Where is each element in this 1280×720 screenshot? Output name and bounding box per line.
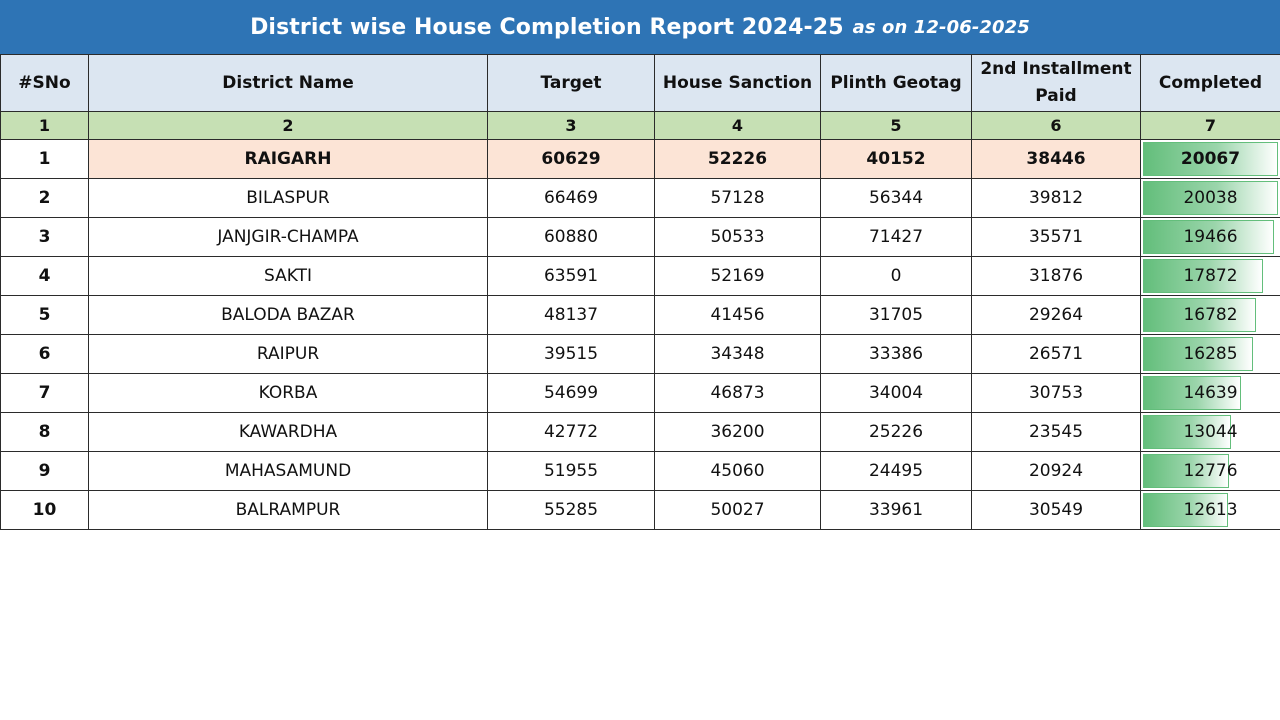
- completed-value: 13044: [1183, 422, 1238, 442]
- geotag-cell: 71427: [821, 218, 972, 257]
- installment-cell: 35571: [972, 218, 1141, 257]
- target-cell: 66469: [488, 179, 655, 218]
- geotag-cell: 24495: [821, 452, 972, 491]
- sno-header: #SNo: [1, 55, 89, 112]
- table-row: [1, 374, 1280, 413]
- target-cell: 42772: [488, 413, 655, 452]
- district-cell: BILASPUR: [89, 179, 488, 218]
- table-row: [1, 296, 1280, 335]
- geotag-cell: 33386: [821, 335, 972, 374]
- completed-value: 16782: [1183, 305, 1238, 325]
- completed-cell: [1141, 296, 1280, 335]
- completed-cell: [1141, 179, 1280, 218]
- installment-cell: 38446: [972, 140, 1141, 179]
- completed-value: 12613: [1183, 500, 1238, 520]
- completed-value: 12776: [1183, 461, 1238, 481]
- geotag-header: Plinth Geotag: [821, 55, 972, 112]
- sanction-cell: 52169: [655, 257, 821, 296]
- target-cell: 55285: [488, 491, 655, 530]
- completed-cell: [1141, 257, 1280, 296]
- geotag-cell: 31705: [821, 296, 972, 335]
- district-cell: SAKTI: [89, 257, 488, 296]
- target-cell: 39515: [488, 335, 655, 374]
- target-cell: 54699: [488, 374, 655, 413]
- table-row: [1, 140, 1280, 179]
- sanction-header: House Sanction: [655, 55, 821, 112]
- district-cell: RAIGARH: [89, 140, 488, 179]
- sanction-cell: 46873: [655, 374, 821, 413]
- sno-cell: 8: [1, 413, 89, 452]
- sanction-cell: 45060: [655, 452, 821, 491]
- district-cell: MAHASAMUND: [89, 452, 488, 491]
- column-number-cell: 6: [972, 112, 1141, 140]
- completed-header: Completed: [1141, 55, 1280, 112]
- completed-cell: [1141, 452, 1280, 491]
- completed-value: 20038: [1183, 188, 1238, 208]
- table-row: [1, 257, 1280, 296]
- completed-cell: [1141, 491, 1280, 530]
- table-row: [1, 491, 1280, 530]
- geotag-cell: 34004: [821, 374, 972, 413]
- district-cell: KAWARDHA: [89, 413, 488, 452]
- sno-cell: 2: [1, 179, 89, 218]
- sanction-cell: 52226: [655, 140, 821, 179]
- sanction-cell: 50533: [655, 218, 821, 257]
- sno-cell: 3: [1, 218, 89, 257]
- target-cell: 60880: [488, 218, 655, 257]
- geotag-cell: 56344: [821, 179, 972, 218]
- table-row: [1, 413, 1280, 452]
- report-title: District wise House Completion Report 2024-25: [250, 14, 844, 40]
- installment-cell: 39812: [972, 179, 1141, 218]
- sanction-cell: 50027: [655, 491, 821, 530]
- district-cell: BALODA BAZAR: [89, 296, 488, 335]
- district-cell: BALRAMPUR: [89, 491, 488, 530]
- report-date: as on 12-06-2025: [852, 16, 1030, 38]
- installment-cell: 30753: [972, 374, 1141, 413]
- target-cell: 51955: [488, 452, 655, 491]
- geotag-cell: 0: [821, 257, 972, 296]
- column-number-cell: 1: [1, 112, 89, 140]
- target-cell: 60629: [488, 140, 655, 179]
- completed-cell: [1141, 374, 1280, 413]
- completed-cell: [1141, 335, 1280, 374]
- column-number-cell: 2: [89, 112, 488, 140]
- geotag-cell: 40152: [821, 140, 972, 179]
- target-header: Target: [488, 55, 655, 112]
- completed-value: 17872: [1183, 266, 1238, 286]
- installment-cell: 26571: [972, 335, 1141, 374]
- sno-cell: 4: [1, 257, 89, 296]
- target-cell: 48137: [488, 296, 655, 335]
- installment-header: 2nd Installment Paid: [972, 55, 1141, 112]
- table-row: [1, 179, 1280, 218]
- installment-cell: 20924: [972, 452, 1141, 491]
- sanction-cell: 34348: [655, 335, 821, 374]
- report-table: [0, 54, 1280, 530]
- sanction-cell: 57128: [655, 179, 821, 218]
- geotag-cell: 33961: [821, 491, 972, 530]
- district-cell: RAIPUR: [89, 335, 488, 374]
- column-number-row: [1, 112, 1280, 140]
- completed-value: 19466: [1183, 227, 1238, 247]
- sno-cell: 5: [1, 296, 89, 335]
- report-title-bar: [0, 0, 1280, 54]
- header-row: [1, 55, 1280, 112]
- table-row: [1, 218, 1280, 257]
- district-cell: KORBA: [89, 374, 488, 413]
- geotag-cell: 25226: [821, 413, 972, 452]
- completed-cell: [1141, 413, 1280, 452]
- sno-cell: 10: [1, 491, 89, 530]
- completed-value: 14639: [1183, 383, 1238, 403]
- target-cell: 63591: [488, 257, 655, 296]
- sanction-cell: 41456: [655, 296, 821, 335]
- sno-cell: 9: [1, 452, 89, 491]
- installment-cell: 29264: [972, 296, 1141, 335]
- column-number-cell: 5: [821, 112, 972, 140]
- sno-cell: 7: [1, 374, 89, 413]
- sno-cell: 1: [1, 140, 89, 179]
- installment-cell: 31876: [972, 257, 1141, 296]
- table-row: [1, 452, 1280, 491]
- sanction-cell: 36200: [655, 413, 821, 452]
- sno-cell: 6: [1, 335, 89, 374]
- district-header: District Name: [89, 55, 488, 112]
- completed-value: 20067: [1180, 149, 1241, 169]
- district-cell: JANJGIR-CHAMPA: [89, 218, 488, 257]
- table-row: [1, 335, 1280, 374]
- column-number-cell: 3: [488, 112, 655, 140]
- installment-cell: 30549: [972, 491, 1141, 530]
- installment-cell: 23545: [972, 413, 1141, 452]
- column-number-cell: 4: [655, 112, 821, 140]
- table-body: [1, 140, 1280, 530]
- completed-cell: [1141, 140, 1280, 179]
- completed-cell: [1141, 218, 1280, 257]
- completed-value: 16285: [1183, 344, 1238, 364]
- column-number-cell: 7: [1141, 112, 1280, 140]
